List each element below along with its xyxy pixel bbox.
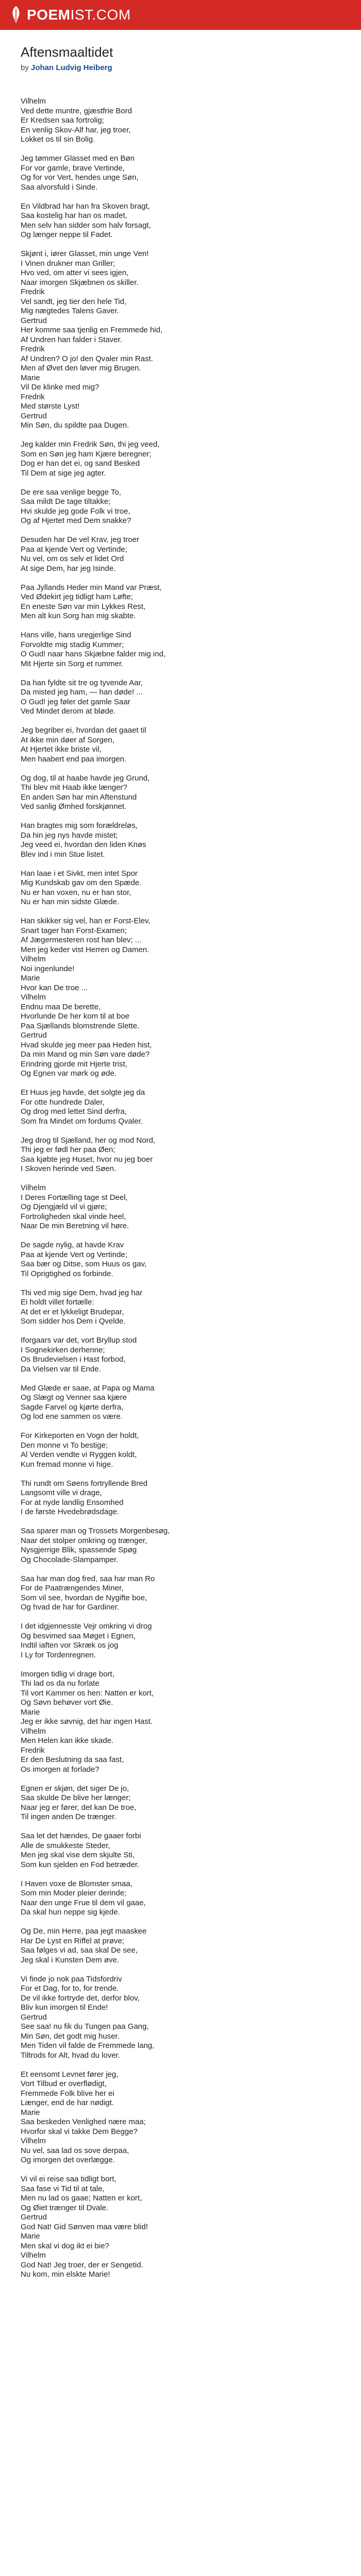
poem-line: Nu kom, min elskte Marie!	[21, 2270, 110, 2279]
poem-line: Saa bær og Ditse, som Huus os gav,	[21, 1260, 146, 1268]
poem-line: Da skal hun neppe sig kjede.	[21, 1908, 120, 1917]
poem-line: Thi blev mit Haab ikke længer?	[21, 783, 127, 792]
poem-line: Fredrik	[21, 287, 45, 296]
poem-line: Al Verden vendte vi Ryggen koldt,	[21, 1450, 137, 1459]
poem-line: Saa skulde De blive her længer;	[21, 1793, 131, 1802]
poem-line: I Haven voxe de Blomster smaa,	[21, 1879, 133, 1888]
poem-line: Og Djengjæld vil vi gjøre;	[21, 1202, 107, 1211]
site-header	[0, 0, 361, 30]
poem-line: Med Glæde er saae, at Papa og Mama	[21, 1383, 155, 1393]
poem-line: Og lod ene sammen os være.	[21, 1412, 123, 1421]
poem-line: De ere saa venlige begge To,	[21, 487, 121, 497]
poem-line: Og Søvn behøver vort Øie.	[21, 1698, 113, 1707]
poem-line: Naar imorgen Skjæbnen os skiller.	[21, 278, 139, 287]
stanza	[21, 821, 340, 859]
poem-line: Hvad skulde jeg meer paa Heden hist,	[21, 1040, 152, 1049]
stanza	[21, 1088, 340, 1126]
poem-line: Af Undren? O jo! den Qvaler min Rast.	[21, 354, 153, 363]
poem-line: Og imorgen det overlægge.	[21, 2156, 115, 2164]
author-link[interactable]: Johan Ludvig Heiberg	[31, 63, 112, 72]
poem-line: Af Undren han falder i Staver.	[21, 335, 122, 344]
poem-line: Vilhelm	[21, 955, 46, 963]
stanza	[21, 869, 340, 907]
poem-line: Ved dette muntre, gjæstfrie Bord	[21, 106, 132, 115]
byline	[21, 63, 340, 72]
poem-line: I Vinen drukner man Griller;	[21, 259, 116, 268]
stanza	[21, 1975, 340, 2061]
poem-line: Forvoldte mig stadig Kummer;	[21, 640, 124, 649]
poem-line: Jeg er ikke søvnig, det har ingen Hast.	[21, 1717, 153, 1726]
poem-line: Alle de smukkeste Steder,	[21, 1841, 110, 1850]
poem-line: Nu er han min sidste Glæde.	[21, 897, 119, 906]
poem-line: Paa at kjende Vert og Vertinde;	[21, 545, 127, 554]
poem-line: Os Brudevielsen i Hast forbod,	[21, 1355, 126, 1364]
poem-line: Et Huus jeg havde, det solgte jeg da	[21, 1088, 145, 1097]
poem-line: Saa beskeden Venlighed nære maa;	[21, 2117, 146, 2126]
stanza	[21, 631, 340, 669]
poem-line: Min Søn, du spildte paa Dugen.	[21, 421, 129, 430]
poem-line: Men alt kun Sorg han mig skabte.	[21, 612, 136, 620]
poem-line: Ved Mindet derom at bløde.	[21, 707, 116, 716]
poem-line: Da min Mand og min Søn vare døde?	[21, 1050, 150, 1059]
stanza	[21, 774, 340, 812]
poem-line: I det idgjennesste Vejr omkring vi drog	[21, 1622, 152, 1631]
poem-line: Som fra Mindet om fordums Qvaler.	[21, 1116, 143, 1126]
poem-line: O Gud! jeg føler det gamle Saar	[21, 697, 130, 706]
poem-line: Jeg begriber ei, hvordan det gaaet til	[21, 726, 146, 735]
poem-line: Som en Søn jeg ham Kjære beregner;	[21, 449, 152, 459]
stanza	[21, 1183, 340, 1231]
poem-line: Hvorfor skal vi takke Dem Begge?	[21, 2127, 138, 2136]
poem-line: Paa Sjællands blomstrende Slette.	[21, 1021, 140, 1030]
poem-line: Skjønt i, iører Glasset, min unge Ven!	[21, 249, 149, 258]
poem-line: Naar jeg er fører, det kan De troe,	[21, 1803, 137, 1812]
poem-line: Jeg drog til Sjælland, her og mod Nord,	[21, 1136, 155, 1145]
poem-line: For vor gamle, brave Vertinde,	[21, 163, 125, 173]
poem-line: Og drog med lettet Sind derfra,	[21, 1107, 127, 1116]
poem-line: Egnen er skjøn, det siger De jo,	[21, 1784, 129, 1793]
poem-line: Langsomt ville vi drage,	[21, 1488, 102, 1497]
poem-line: Marie	[21, 1707, 40, 1717]
site-logo[interactable]	[9, 6, 131, 24]
stanza	[21, 1574, 340, 1613]
poem-line: Min Søn, det godt mig huser.	[21, 2031, 120, 2041]
poem-line: Men jeg skal vise dem skjulte Sti,	[21, 1851, 135, 1859]
poem-line: Den monne vi To bestige;	[21, 1440, 108, 1450]
poem-line: Saa sparer man og Trossets Morgenbesøg,	[21, 1527, 170, 1535]
poem-line: Ved Ødekirt jeg tidligt ham Løfte;	[21, 592, 133, 601]
poem-line: Hans ville, hans uregjerlige Sind	[21, 631, 132, 639]
poem-line: Erindring gjorde mit Hjerte trist,	[21, 1059, 127, 1069]
poem-line: Snart tager han Forst-Examen;	[21, 926, 127, 935]
poem-line: Da hin jeg nys havde mistet;	[21, 831, 118, 840]
poem-line: Gertrud	[21, 411, 47, 420]
poem-line: Hvo ved, om atter vi sees igjen,	[21, 268, 129, 277]
poem-line: I Ly for Tordenregnen.	[21, 1650, 96, 1659]
poem-line: Saa har man dog fred, saa har man Ro	[21, 1574, 155, 1583]
poem-line: Men selv han sidder som halv forsagt,	[21, 221, 151, 230]
logo-domain-text: IST.COM	[70, 7, 131, 23]
poem-line: Da misted jeg ham, — han døde! ...	[21, 688, 143, 697]
poem-line: Jeg kalder min Fredrik Søn, thi jeg veed,	[21, 440, 160, 449]
poem-line: Men nu lad os gaae; Natten er kort,	[21, 2194, 142, 2202]
poem-line: At Hjertet ikke briste vil,	[21, 745, 102, 754]
stanza	[21, 1479, 340, 1517]
poem-line: Vilhelm	[21, 1726, 46, 1736]
poem-line: Naar De min Beretning vil høre.	[21, 1222, 129, 1230]
stanza	[21, 154, 340, 192]
poem-line: Naar det stolper omkring og trænger,	[21, 1536, 147, 1545]
poem-line: Vi finde jo nok paa Tidsfordriv	[21, 1974, 122, 1984]
poem-line: Til vort Kammer os hen: Natten er kort,	[21, 1688, 154, 1698]
poem-line: Marie	[21, 2108, 40, 2117]
poem-line: Og hvad de har for Gardiner.	[21, 1603, 119, 1612]
stanza	[21, 440, 340, 478]
poem-line: See saa! nu fik du Tungen paa Gang,	[21, 2022, 149, 2031]
poem-line: Han skikker sig vel, han er Forst-Elev,	[21, 917, 151, 925]
feather-pen-icon	[9, 6, 23, 24]
poem-line: Saa let det hændes, De gaaer forbi	[21, 1832, 141, 1840]
poem-line: Paa at kjende Vert og Vertinde;	[21, 1250, 127, 1259]
poem-line: Fremmede Folk blive her ei	[21, 2089, 114, 2098]
poem-line: Da Vielsen var til Ende.	[21, 1364, 101, 1374]
poem-line: Tiltrods for Alt, hvad du lover.	[21, 2050, 120, 2060]
poem-line: Og Chocolade-Slampamper.	[21, 1555, 119, 1564]
poem-line: Ei holdt villet fortælle:	[21, 1298, 94, 1307]
poem-line: Mig Kundskab gav om den Spæde.	[21, 878, 142, 887]
poem-line: For otte hundrede Daler,	[21, 1097, 105, 1107]
stanza	[21, 1622, 340, 1660]
poem-line: Som sidder hos Dem i Qvelde.	[21, 1317, 126, 1326]
poem-line: Til Oprigtighed os forbinde.	[21, 1269, 113, 1278]
poem-line: En venlig Skov-Alf har, jeg troer,	[21, 125, 131, 134]
poem-line: At sige Dem, har jeg Isinde.	[21, 564, 116, 573]
poem-line: Hvorlunde De her kom til at boe	[21, 1012, 129, 1021]
stanza	[21, 679, 340, 717]
poem-line: Er Kredsen saa fortrolig;	[21, 116, 104, 125]
poem-line: Og af Hjertet med Dem snakke?	[21, 516, 132, 525]
poem-line: Her komme saa tjenlig en Fremmede hid,	[21, 326, 163, 334]
poem-line: Til Dem at sige jeg agter.	[21, 468, 106, 478]
stanza	[21, 97, 340, 145]
poem-line: Vil De klinke med mig?	[21, 383, 100, 392]
poem-line: Til ingen anden De trænger.	[21, 1812, 117, 1821]
poem-line: Lokket os til sin Bolig.	[21, 135, 95, 144]
poem-line: Bliv kun imorgen til Ende!	[21, 2003, 108, 2012]
logo-main-text: POEM	[27, 7, 71, 23]
poem-line: Vilhelm	[21, 2137, 46, 2145]
poem-line: Marie	[21, 974, 40, 982]
poem-line: Sagde Farvel og kjørte derfra,	[21, 1402, 124, 1412]
poem-line: Og besvimed saa Møget i Egnen,	[21, 1631, 136, 1640]
poem-line: Gertrud	[21, 2012, 47, 2022]
stanza	[21, 249, 340, 431]
poem-line: Er den Beslutning da saa fast,	[21, 1755, 124, 1764]
poem-line: Som vil see, hvordan de Nygifte boe,	[21, 1593, 147, 1602]
stanza	[21, 1384, 340, 1422]
poem-line: Fredrik	[21, 345, 45, 353]
poem-line: Thi lad os da nu forlate	[21, 1679, 100, 1688]
poem-line: Vilhelm	[21, 1183, 46, 1192]
poem-line: I de første Hvedebrødsdage.	[21, 1507, 119, 1516]
stanza	[21, 1879, 340, 1918]
poem-line: Men af Øvet den løver mig Brugen.	[21, 364, 141, 372]
poem-line: Vilhelm	[21, 993, 46, 1002]
poem-line: Men Helen kan ikke skade.	[21, 1736, 114, 1745]
poem-line: God Nat! Jeg troer, der er Sengetid.	[21, 2260, 143, 2269]
poem-line: Og Slægt og Venner saa kjære	[21, 1393, 127, 1402]
poem-line: Dog er han det ei, og sand Besked	[21, 459, 140, 468]
stanza	[21, 1136, 340, 1174]
poem-line: De vil ikke fortryde det, derfor blov,	[21, 1993, 140, 2003]
poem-line: Saa alvorsfuld i Sinde.	[21, 182, 98, 192]
poem-line: Og De, min Herre, paa jegt maaskee	[21, 1927, 147, 1936]
poem-line: En Vildbrad har han fra Skoven bragt,	[21, 201, 150, 211]
stanza	[21, 1527, 340, 1565]
stanza	[21, 2070, 340, 2165]
poem-line: Har De Lyst en Riffel at prøve;	[21, 1936, 124, 1945]
poem-line: Desuden har De vel Krav, jeg troer	[21, 535, 139, 544]
poem-line: At det er et lykkeligt Brudepar,	[21, 1307, 124, 1316]
poem-line: For et Dag, for to, for trende.	[21, 1984, 119, 1993]
poem-line: Og Øiet trænger til Dvale.	[21, 2203, 109, 2212]
poem-line: Fortroligheden skal vinde heel,	[21, 1212, 126, 1221]
poem-line: Vi vil ei reise saa tidligt bort,	[21, 2175, 117, 2183]
poem-line: Naar den unge Frue til dem vil gaae,	[21, 1898, 146, 1907]
poem-line: Iforgaars var det, vort Bryllup stod	[21, 1336, 137, 1345]
stanza	[21, 1289, 340, 1327]
poem-line: Nu vel, saa lad os sove derpaa,	[21, 2146, 129, 2155]
poem-line: Vel sandt, jeg tier den hele Tid,	[21, 297, 127, 306]
poem-line: Da han fyldte sit tre og tyvende Aar,	[21, 678, 143, 687]
poem-line: Saa fase vi Tid til at tale,	[21, 2184, 105, 2193]
poem-line: Hvi skulde jeg gode Folk vi troe,	[21, 506, 130, 516]
poem-line: Nu er han voxen, nu er han stor,	[21, 888, 132, 897]
poem-line: Saa kjøbte jeg Huset, hvor nu jeg boer	[21, 1155, 153, 1164]
poem-line: For de Paatrængendes Miner,	[21, 1584, 124, 1592]
stanza	[21, 202, 340, 240]
poem-line: I Deres Fortælling tage st Deel,	[21, 1193, 128, 1202]
poem-line: Vilhelm	[21, 2251, 46, 2260]
poem-title: Aftensmaaltidet	[21, 44, 113, 60]
poem-line: En anden Søn har min Aftenstund	[21, 792, 137, 802]
poem-line: Thi rundt om Søens fortryllende Bred	[21, 1479, 147, 1488]
poem-line: Marie	[21, 373, 40, 382]
poem-line: Gertrud	[21, 316, 47, 325]
stanza	[21, 488, 340, 526]
poem-line: Han laae i et Sivkt, men intet Spor	[21, 869, 138, 878]
poem-line: Saa følges vi ad, saa skal De see,	[21, 1946, 138, 1955]
poem-line: Nu vel, om os selv et lidet Ord	[21, 554, 124, 563]
poem-line: Saa mildt De tage tiltakke;	[21, 497, 111, 506]
poem-line: Men skal vi dog ikt ei bie?	[21, 2241, 109, 2250]
poem-line: Thi jeg er fødl her paa Øen;	[21, 1145, 116, 1154]
poem-line: Nysgjerrige Blik, spassende Spøg	[21, 1546, 137, 1554]
poem-line: Kun fremad monne vi hige.	[21, 1460, 113, 1469]
poem-line: Indtil iaften vor Skræk os jog	[21, 1641, 119, 1650]
poem-line: Imorgen tidlig vi drage bort,	[21, 1669, 114, 1679]
poem-line: Som min Moder pleier derinde;	[21, 1889, 127, 1897]
poem-line: Og Egnen var mørk og øde.	[21, 1069, 117, 1078]
poem-line: Endnu maa De berette,	[21, 1002, 101, 1011]
poem-line: Og for vor Vert, hendes unge Søn,	[21, 173, 139, 182]
stanza	[21, 1241, 340, 1279]
poem-line: Vort Tilbud er overflødigt,	[21, 2079, 107, 2088]
stanza	[21, 1431, 340, 1469]
stanza	[21, 535, 340, 573]
poem-line: Paa Jyllands Heder min Mand var Præst,	[21, 583, 162, 592]
poem-line: Og længer neppe til Fadet.	[21, 230, 113, 239]
poem-line: I Sognekirken derhenne;	[21, 1345, 105, 1354]
poem-line: Fredrik	[21, 1745, 45, 1755]
byline-prefix: by	[21, 63, 29, 72]
poem-line: God Nat! Gid Sønven maa være blid!	[21, 2222, 148, 2231]
poem-line: Længer, end de har nødigt.	[21, 2098, 114, 2107]
poem-line: Men haabert end paa imorgen.	[21, 754, 127, 764]
poem-line: Jeg skal i Kunsten Dem øve.	[21, 1955, 119, 1964]
poem-content	[0, 30, 361, 2310]
poem-line: En eneste Søn var min Lykkes Rest,	[21, 602, 146, 611]
poem-line: Af Jægermesteren rost han blev; ...	[21, 936, 142, 944]
poem-line: Med største Lyst!	[21, 402, 80, 411]
poem-line: At ikke min døer af Sorgen,	[21, 735, 114, 744]
stanza	[21, 1670, 340, 1775]
poem-line: Mig nægtedes Talens Gaver.	[21, 307, 119, 315]
poem-line: Marie	[21, 2232, 40, 2241]
poem-line: Blev ind i min Stue listet.	[21, 850, 105, 859]
stanza	[21, 583, 340, 621]
stanza	[21, 1927, 340, 1965]
poem-line: Som kun sjelden en Fod betræder.	[21, 1860, 140, 1869]
poem-line: Jeg tømmer Glasset med en Bøn	[21, 154, 135, 163]
stanza	[21, 1784, 340, 1822]
poem-line: Ved sanlig Ømhed forskjønnet.	[21, 802, 127, 811]
poem-line: Men jeg keder vist Herren og Damen.	[21, 945, 150, 954]
poem-line: Jeg veed ei, hvordan den liden Knøs	[21, 840, 146, 849]
poem-line: Et eensomt Levnet fører jeg,	[21, 2070, 119, 2079]
poem-line: Han bragtes mig som forældreløs,	[21, 821, 138, 830]
poem-line: Saa kostelig har han os madet,	[21, 211, 127, 220]
poem-line: Gertrud	[21, 2213, 47, 2222]
poem-line: Os imorgen at forlade?	[21, 1765, 100, 1774]
stanza	[21, 1336, 340, 1374]
poem-line: For Kirkeporten en Vogn der holdt,	[21, 1431, 139, 1440]
poem-line: Vilhelm	[21, 97, 46, 106]
stanza	[21, 726, 340, 764]
poem-line: For at nyde landlig Ensomhed	[21, 1498, 124, 1507]
poem-line: Fredrik	[21, 392, 45, 401]
poem-body	[21, 97, 340, 2280]
poem-line: Og dog, til at haabe havde jeg Grund,	[21, 773, 150, 783]
stanza	[21, 917, 340, 1079]
poem-line: O Gud! naar hans Skjæbne falder mig ind,	[21, 650, 166, 658]
poem-line: De sagde nylig, at havde Krav	[21, 1241, 124, 1249]
poem-line: Noi ingenlunde!	[21, 964, 75, 973]
poem-line: Thi ved mig sige Dem, hvad jeg har	[21, 1288, 142, 1297]
poem-line: Mit Hjerte sin Sorg et rummer.	[21, 659, 124, 668]
poem-line: Hvor kan De troe ...	[21, 983, 88, 992]
poem-line: I Skoven herinde ved Søen.	[21, 1164, 117, 1173]
poem-line: Men Tiden vil falde de Fremmede lang,	[21, 2041, 155, 2050]
stanza	[21, 1832, 340, 1870]
poem-line: Gertrud	[21, 1031, 47, 1040]
stanza	[21, 2175, 340, 2280]
